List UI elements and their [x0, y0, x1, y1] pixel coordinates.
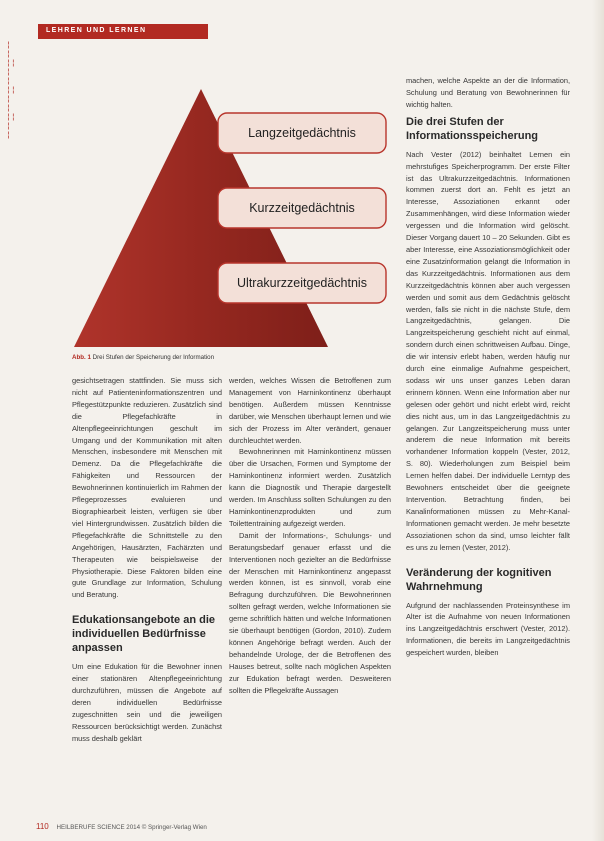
- level-label-short-term: Kurzzeitgedächtnis: [249, 201, 355, 215]
- pyramid-svg: [72, 85, 390, 351]
- section-heading: Die drei Stufen der Informationsspeicherung: [406, 115, 539, 142]
- section-heading: Veränderung der kognitiven Wahrnehmung: [406, 566, 552, 593]
- level-label-ultra-short-term: Ultrakurzzeitgedächtnis: [237, 276, 367, 290]
- level-label-long-term: Langzeitgedächtnis: [248, 126, 356, 140]
- text-column-left: [72, 375, 222, 745]
- paragraph: gesichtsetragen stattfinden. Sie muss sich nicht auf Patienteninformationszentren und Pflegestützpunkte reduzieren. Zusätzlich sind die Pflegefachkräfte in Altenpflegeeinrichtungen geschult im Umgang und der Kommunikation mit alten Menschen, insbesondere mit Menschen mit Demenz. Da die Pflegefachkräfte die Fähigkeiten und Ressourcen der Bewohnerinnen kontinuierlich im Rahmen der Pflegeprozesses evaluieren und Biographiearbeit leisten, verfügen sie über viel Hintergrundwissen. Zusätzlich bilden die Pflegefachkräfte die Schnittstelle zu den Angehörigen, Hausärzten, Fachärzten und Therapeuten wie beispielsweise der Physiotherapie. Diese Faktoren bilden eine gute Grundlage zur Information, Schulung und Beratung.: [72, 376, 222, 600]
- caption-label: Abb. 1: [72, 354, 91, 361]
- margin-decoration: ¦ ¦ ¦¦ ¦ ¦ ¦¦ ¦ ¦ ¦¦ ¦ ¦: [6, 40, 16, 139]
- page-footer: [36, 822, 207, 831]
- text-column-middle: [229, 375, 391, 696]
- paragraph: Bewohnerinnen mit Harninkontinenz müssen über die Ursachen, Formen und Symptome der Harninkontinenz informiert werden. Zusätzlich kann die Diagnostik und Therapie dargestellt werden. Im Anschluss sollten Schulungen zu den Harninkontinenzprodukten und zum Toilettentraining aufgezeigt werden.: [229, 447, 391, 528]
- footer-text: HEILBERUFE SCIENCE 2014 © Springer-Verlag Wien: [56, 824, 207, 831]
- paragraph: werden, welches Wissen die Betroffenen zum Management von Harninkontinenz überhaupt benötigen. Außerdem müssen Kenntnisse darüber, wie Menschen überhaupt lernen und wie sich der Prozess im Alter verändert, genauer durchleuchtet werden.: [229, 376, 391, 445]
- paragraph: Damit der Informations-, Schulungs- und Beratungsbedarf genauer erfasst und die Interventionen noch gezielter an die Bedürfnisse der Menschen mit Harninkontinenz angepasst werden können, ist es sinnvoll, vorab eine Befragung durchzuführen. Die Bewohnerinnen sollten gefragt werden, welche Informationen sie gerne schriftlich hätten und welche Informationen sie überhaupt benötigen (Gordon, 2010). Zudem können Angehörige befragt werden. Auch der behandelnde Urologe, der die Betroffenen des Hauses betreut, sollte nach möglichen Aspekten zur Edukation befragt werden. Desweiteren sollten die Pflegekräfte Aussagen: [229, 530, 391, 695]
- paragraph: machen, welche Aspekte an der die Information, Schulung und Beratung von Bewohnerinnen für wichtig halten.: [406, 76, 570, 109]
- page-edge-shadow: [592, 0, 604, 841]
- page-number: 110: [36, 822, 49, 831]
- paragraph: Um eine Edukation für die Bewohner innen einer stationären Altenpflegeeinrichtung durchzuführen, müssen die Angebote auf deren individuellen Bedürfnisse zugeschnitten sein und die jeweiligen Ressourcen berücksichtigt werden. Zunächst muss deshalb geklärt: [72, 662, 222, 743]
- paragraph: Nach Vester (2012) beinhaltet Lernen ein mehrstufiges Speicherprogramm. Der erste Filter ist das Ultrakurzzeitgedächtnis. Informationen kommen zuerst dort an. Fehlt es jetzt an Interesse, Assoziationen erkannt oder Zusammenhängen, wird diese Information wieder vergessen und die Information wird gelöscht. Dieser Vorgang dauert 10 – 20 Sekunden. Gibt es aber Interesse, eine Assoziationsmöglichkeit oder eine Zusatzinformation gelangt die Information in das Kurzzeitgedächtnis. Informationen aus dem Kurzzeitgedächtnis können aber auch vergessen werden und somit aus dem Gedächtnis gelöscht werden, falls sie nicht in die nächste Stufe, dem Langzeitgedächtnis, gelangen. Die Langzeitspeicherung geschieht nicht auf einmal, sondern durch einen schrittweisen Aufbau. Dinge, die wir intensiv erlebt haben, werden häufig nur durch eine einmalige Aufnahme gespeichert, sodass wir uns unser ganzes Leben daran erinnern können. Wenn eine Information aber nur gelesen oder gehört und nicht erlebt wird, reicht dies nicht aus, um in das Langzeitgedächtnis zu gelangen. Zur Langzeitspeicherung muss unter anderem die neue Information mit bereits vorhandener Information koppeln (Vester, 2012, S. 80). Wiederholungen zum Beispiel beim Lernen helfen dabei. Der individuelle Lerntyp des Bewohners entscheidet über die geeignete Intervention. Betrachtung finden, bei Kanalinformationen müssen zu Mehr-Kanal-Informationen gemacht werden. Je mehr besetzte Assoziationen schon da sind, umso leichter fällt es uns zu lernen (Vester, 2012).: [406, 149, 570, 552]
- section-heading: Edukationsangebote an die individuellen Bedürfnisse anpassen: [72, 614, 216, 655]
- text-column-right: [406, 75, 570, 659]
- paragraph: Aufgrund der nachlassenden Proteinsynthese im Alter ist die Aufnahme von neuen Informationen ins Langzeitgedächtnis erschwert (Vester, 2012). Informationen, die bereits im Langzeitgedächtnis gespeichert wurden, bleiben: [406, 600, 570, 658]
- memory-pyramid-figure: [72, 85, 390, 351]
- figure-caption: [72, 354, 214, 361]
- caption-text: Drei Stufen der Speicherung der Information: [92, 354, 215, 361]
- section-header-label: LEHREN UND LERNEN: [46, 27, 147, 34]
